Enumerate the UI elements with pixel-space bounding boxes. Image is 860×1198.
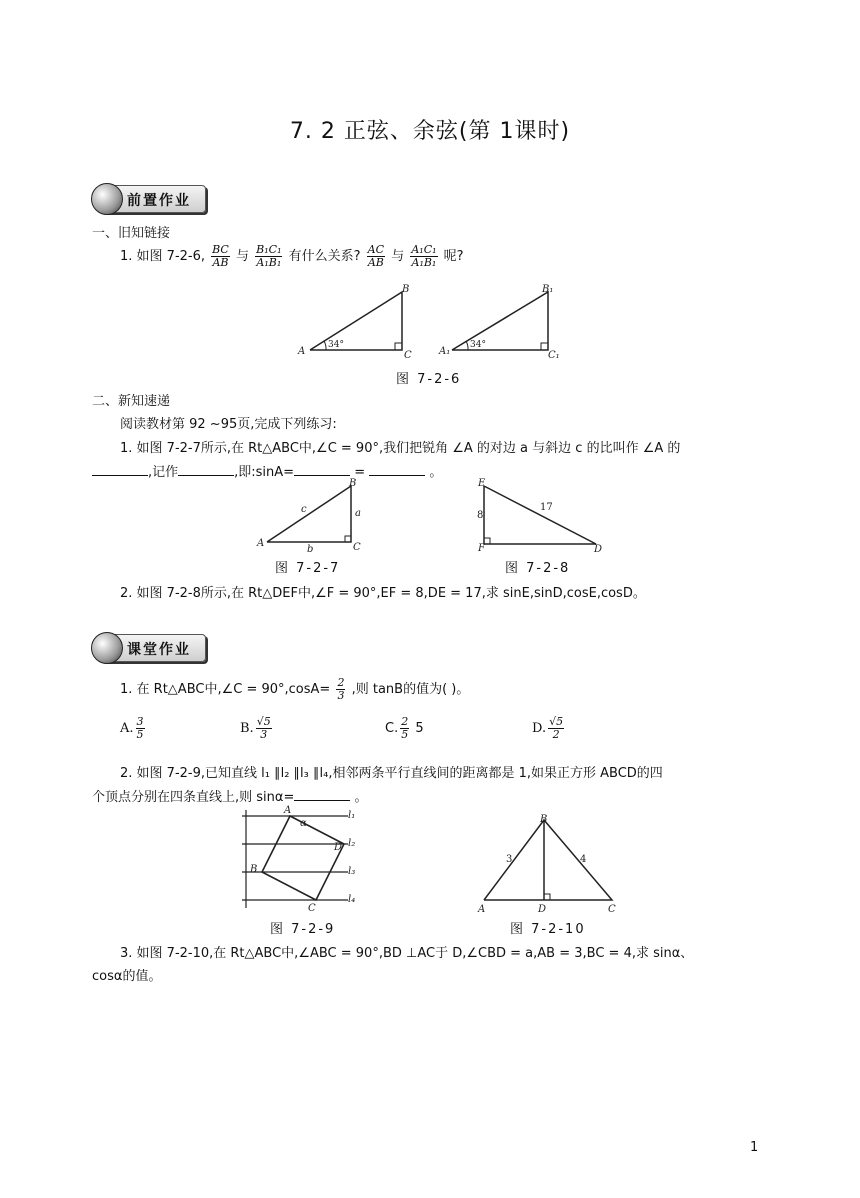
option-a[interactable]: A. $\frac{3}{5}$ [120, 715, 144, 741]
svg-text:3: 3 [506, 854, 513, 865]
svg-text:A₁: A₁ [439, 346, 451, 357]
svg-text:8: 8 [477, 510, 484, 521]
figure-caption-7-2-10: 图 7-2-10 [510, 922, 586, 937]
figure-caption-7-2-8: 图 7-2-8 [505, 561, 571, 576]
question-2-class-line2: 个顶点分别在四条直线上,则 sinα= 。 [92, 790, 368, 805]
page-number: 1 [750, 1140, 759, 1155]
svg-text:C: C [608, 904, 616, 915]
svg-text:C₁: C₁ [548, 350, 560, 361]
question-1-new-line1: 1. 如图 7-2-7所示,在 Rt△ABC中,∠C = 90°,我们把锐角 ∠A 的对边 a 与斜边 c 的比叫作 ∠A 的 [120, 441, 681, 456]
figure-caption-7-2-9: 图 7-2-9 [270, 922, 336, 937]
svg-text:C: C [404, 350, 412, 361]
reading-instruction: 阅读教材第 92 ~95页,完成下列练习: [120, 417, 337, 432]
figure-7-2-7 [255, 478, 367, 552]
page-title: 7. 2 正弦、余弦(第 1课时) [289, 119, 571, 144]
answer-blank[interactable] [294, 463, 350, 476]
figure-caption-7-2-7: 图 7-2-7 [275, 561, 341, 576]
svg-text:F: F [478, 543, 485, 552]
figure-7-2-8 [474, 478, 606, 552]
svg-text:c: c [301, 504, 307, 515]
svg-text:B: B [349, 478, 357, 489]
figure-7-2-10 [474, 812, 622, 916]
svg-text:B₁: B₁ [542, 284, 554, 295]
answer-blank[interactable] [369, 463, 425, 476]
svg-text:4: 4 [580, 854, 587, 865]
svg-text:A: A [298, 346, 306, 357]
figure-7-2-9 [240, 804, 360, 914]
svg-text:34°: 34° [328, 340, 344, 350]
play-emblem-icon [91, 632, 123, 664]
question-1-review: 1. 如图 7-2-6, $\frac{BC}{AB}$ 与 $\frac{\text{B₁C₁}}{\text{A₁B₁}}$ 有什么关系? $\frac{AC}{AB}$ 与 $\frac{\text{A₁C₁}}{\text{A₁B₁}}$ 呢? [120, 243, 464, 269]
section-badge-prework [92, 185, 206, 213]
svg-text:C: C [353, 542, 361, 552]
section-heading-review: 一、旧知链接 [92, 226, 171, 241]
svg-text:a: a [355, 508, 361, 519]
svg-text:A: A [257, 538, 265, 549]
svg-text:B: B [250, 864, 258, 875]
answer-blank[interactable] [178, 463, 234, 476]
svg-text:l₂: l₂ [348, 838, 356, 849]
badge-label: 前置作业 [127, 193, 191, 209]
svg-text:34°: 34° [470, 340, 486, 350]
svg-text:B: B [540, 814, 548, 825]
triangle-right [452, 292, 548, 350]
answer-blank[interactable] [92, 463, 148, 476]
svg-text:B: B [402, 284, 410, 295]
question-3-class-line2: cosα的值。 [92, 969, 162, 984]
option-b[interactable]: B. $\frac{√5}{3}$ [240, 715, 271, 741]
svg-text:D: D [594, 544, 603, 552]
option-d[interactable]: D. $\frac{√5}{2}$ [532, 715, 564, 741]
figure-caption-7-2-6: 图 7-2-6 [396, 372, 462, 387]
svg-text:α: α [300, 818, 307, 829]
answer-blank[interactable] [294, 788, 350, 801]
question-2-class-line1: 2. 如图 7-2-9,已知直线 l₁ ∥l₂ ∥l₃ ∥l₄,相邻两条平行直线间的距离都是 1,如果正方形 ABCD的四 [120, 766, 663, 781]
question-2-new: 2. 如图 7-2-8所示,在 Rt△DEF中,∠F = 90°,EF = 8,DE = 17,求 sinE,sinD,cosE,cosD。 [120, 586, 646, 601]
svg-text:D: D [334, 842, 343, 853]
badge-emblem-icon [91, 183, 123, 215]
svg-text:l₃: l₃ [348, 866, 356, 877]
svg-text:E: E [478, 478, 486, 489]
svg-text:A: A [284, 805, 292, 816]
svg-text:l₄: l₄ [348, 894, 356, 905]
svg-text:A: A [478, 904, 486, 915]
svg-text:l₁: l₁ [348, 810, 356, 821]
triangle-left [310, 292, 402, 350]
question-3-class-line1: 3. 如图 7-2-10,在 Rt△ABC中,∠ABC = 90°,BD ⊥AC于 D,∠CBD = a,AB = 3,BC = 4,求 sinα、 [120, 946, 694, 961]
svg-text:17: 17 [540, 502, 553, 513]
svg-text:D: D [538, 904, 547, 915]
section-badge-classwork [92, 634, 206, 662]
section-heading-new: 二、新知速递 [92, 394, 171, 409]
svg-text:C: C [308, 903, 316, 914]
figure-7-2-6 [296, 282, 566, 364]
question-1-class: 1. 在 Rt△ABC中,∠C = 90°,cosA= $\frac{2}{3}$ ,则 tanB的值为( )。 [120, 676, 470, 702]
badge-label: 课堂作业 [127, 642, 191, 658]
question-1-new-line2: ,记作 ,即:sinA= = 。 [92, 461, 442, 480]
option-c[interactable]: C. $\frac{2}{5}$ 5 [385, 715, 424, 741]
svg-text:b: b [307, 544, 314, 552]
